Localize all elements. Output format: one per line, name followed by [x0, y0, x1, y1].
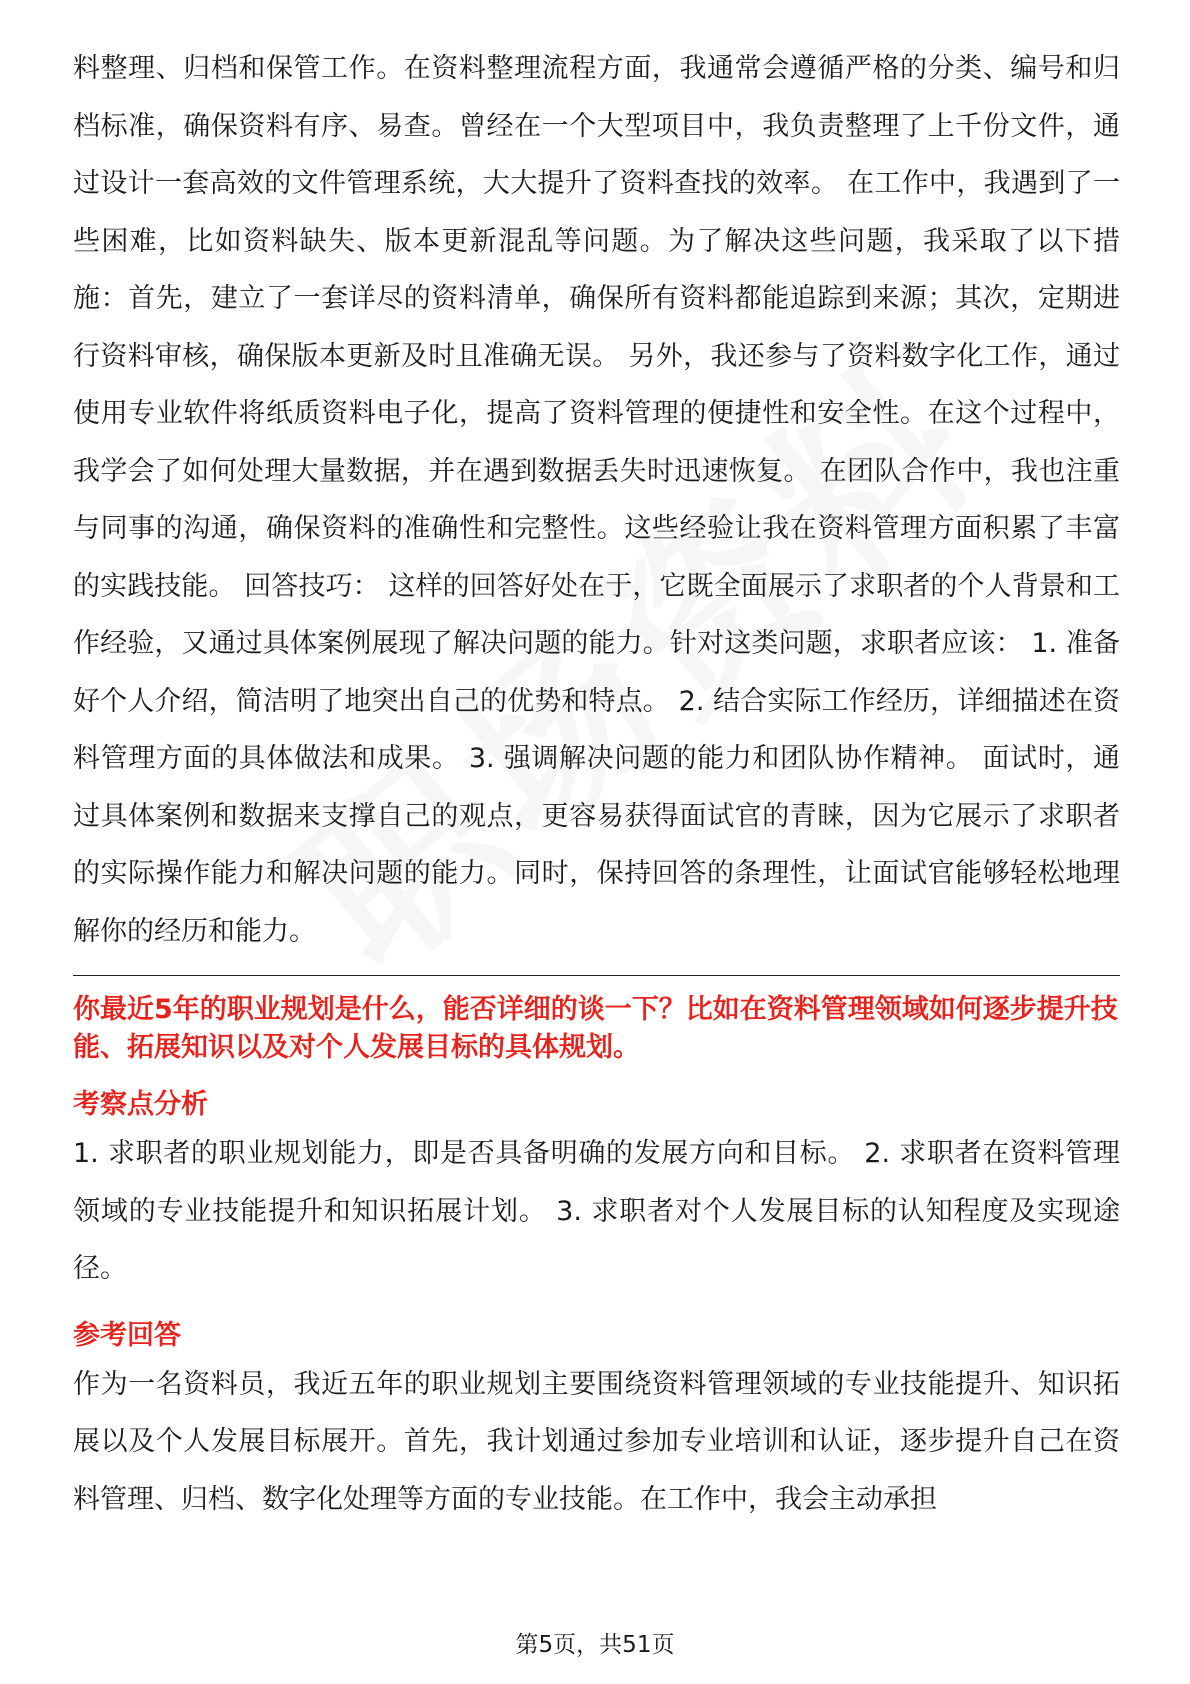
analysis-title: 考察点分析: [73, 1089, 208, 1120]
analysis-body: 1. 求职者的职业规划能力，即是否具备明确的发展方向和目标。 2. 求职者在资料管理领域的专业技能提升和知识拓展计划。 3. 求职者对个人发展目标的认知程度及实现途径。: [73, 1138, 1120, 1284]
page-content: [73, 40, 1120, 1528]
reference-body: 作为一名资料员，我近五年的职业规划主要围绕资料管理领域的专业技能提升、知识拓展以及个人发展目标展开。首先，我计划通过参加专业培训和认证，逐步提升自己在资料管理、归档、数字化处理等方面的专业技能。在工作中，我会主动承担: [73, 1368, 1120, 1515]
divider: [73, 975, 1120, 976]
reference-title: 参考回答: [73, 1319, 181, 1351]
intro-paragraph: 料整理、归档和保管工作。在资料整理流程方面，我通常会遵循严格的分类、编号和归档标准，确保资料有序、易查。曾经在一个大型项目中，我负责整理了上千份文件，通过设计一套高效的文件管理系统，大大提升了资料查找的效率。 在工作中，我遇到了一些困难，比如资料缺失、版本更新混乱等问题。为了解决这些问题，我采取了以下措施：首先，建立了一套详尽的资料清单，确保所有资料都能追踪到来源；其次，定期进行资料审核，确保版本更新及时且准确无误。 另外，我还参与了资料数字化工作，通过使用专业软件将纸质资料电子化，提高了资料管理的便捷性和安全性。在这个过程中，我学会了如何处理大量数据，并在遇到数据丢失时迅速恢复。 在团队合作中，我也注重与同事的沟通，确保资料的准确性和完整性。这些经验让我在资料管理方面积累了丰富的实践技能。 回答技巧： 这样的回答好处在于，它既全面展示了求职者的个人背景和工作经验，又通过具体案例展现了解决问题的能力。针对这类问题，求职者应该： 1. 准备好个人介绍，简洁明了地突出自己的优势和特点。 2. 结合实际工作经历，详细描述在资料管理方面的具体做法和成果。 3. 强调解决问题的能力和团队协作精神。 面试时，通过具体案例和数据来支撑自己的观点，更容易获得面试官的青睐，因为它展示了求职者的实际操作能力和解决问题的能力。同时，保持回答的条理性，让面试官能够轻松地理解你的经历和能力。: [73, 53, 1120, 947]
page-footer: 第5页，共51页: [515, 1632, 675, 1658]
question-heading: 你最近5年的职业规划是什么，能否详细的谈一下？比如在资料管理领域如何逐步提升技能、拓展知识以及对个人发展目标的具体规划。: [73, 994, 1118, 1063]
